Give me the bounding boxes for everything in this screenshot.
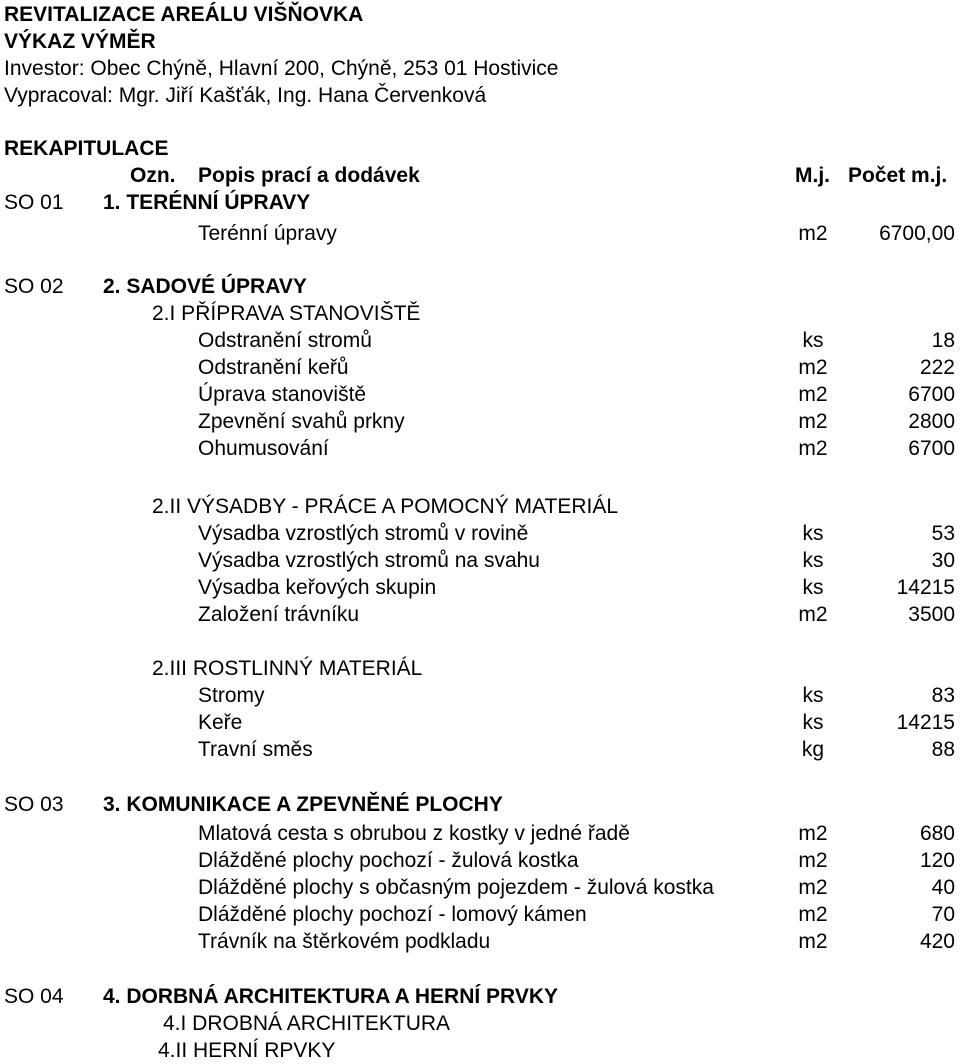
- item-description: Výsadba vzrostlých stromů na svahu: [198, 549, 540, 572]
- section-2-1-title: 2.I PŘÍPRAVA STANOVIŠTĚ: [152, 302, 421, 325]
- item-unit: ks: [802, 576, 824, 599]
- item-quantity: 14215: [896, 576, 955, 599]
- item-quantity: 18: [931, 329, 955, 352]
- item-unit: m2: [798, 903, 828, 926]
- item-description: Odstranění stromů: [198, 329, 372, 352]
- item-description: Stromy: [198, 684, 265, 707]
- item-unit: ks: [802, 684, 824, 707]
- column-header-unit: M.j.: [795, 164, 830, 187]
- investor-line: Investor: Obec Chýně, Hlavní 200, Chýně, 253 01 Hostivice: [4, 57, 559, 80]
- so03-title: 3. KOMUNIKACE A ZPEVNĚNÉ PLOCHY: [103, 793, 503, 816]
- item-quantity: 40: [931, 876, 955, 899]
- item-unit: m2: [798, 383, 828, 406]
- item-quantity: 70: [931, 903, 955, 926]
- so03-label: SO 03: [4, 793, 64, 816]
- item-quantity: 2800: [908, 410, 955, 433]
- item-description: Ohumusování: [198, 437, 329, 460]
- so04-label: SO 04: [4, 985, 64, 1008]
- item-unit: m2: [798, 603, 828, 626]
- item-description: Úprava stanoviště: [198, 383, 367, 406]
- item-unit: kg: [801, 738, 825, 761]
- item-description: Travní směs: [198, 738, 313, 761]
- column-header-code: Ozn.: [130, 164, 176, 187]
- item-quantity: 53: [931, 522, 955, 545]
- item-unit: m2: [798, 437, 828, 460]
- item-description: Trávník na štěrkovém podkladu: [198, 930, 491, 953]
- column-header-description: Popis prací a dodávek: [198, 164, 420, 187]
- item-description: Výsadba vzrostlých stromů v rovině: [198, 522, 529, 545]
- document-title: REVITALIZACE AREÁLU VIŠŇOVKA: [4, 3, 364, 26]
- item-description: Mlatová cesta s obrubou z kostky v jedné řadě: [198, 822, 630, 845]
- so02-title: 2. SADOVÉ ÚPRAVY: [103, 275, 307, 298]
- item-quantity: 14215: [896, 711, 955, 734]
- section-4-2-title: 4.II HERNÍ RPVKY: [158, 1039, 336, 1062]
- prepared-by-line: Vypracoval: Mgr. Jiří Kašťák, Ing. Hana Červenková: [4, 84, 487, 107]
- item-unit: ks: [802, 329, 824, 352]
- so04-title: 4. DORBNÁ ARCHITEKTURA A HERNÍ PRVKY: [103, 985, 559, 1008]
- item-quantity: 88: [931, 738, 955, 761]
- item-unit: m2: [798, 222, 828, 245]
- item-quantity: 6700: [908, 437, 955, 460]
- item-quantity: 83: [931, 684, 955, 707]
- item-unit: m2: [798, 849, 828, 872]
- section-2-3-title: 2.III ROSTLINNÝ MATERIÁL: [152, 657, 423, 680]
- recap-heading: REKAPITULACE: [4, 137, 169, 160]
- item-unit: ks: [802, 522, 824, 545]
- item-unit: ks: [802, 549, 824, 572]
- item-quantity: 680: [919, 822, 955, 845]
- item-description: Zpevnění svahů prkny: [198, 410, 405, 433]
- item-description: Odstranění keřů: [198, 356, 349, 379]
- document-subtitle: VÝKAZ VÝMĚR: [4, 30, 156, 53]
- item-quantity: 6700: [908, 383, 955, 406]
- item-description: Keře: [198, 711, 243, 734]
- section-4-1-title: 4.I DROBNÁ ARCHITEKTURA: [163, 1012, 451, 1035]
- item-unit: m2: [798, 356, 828, 379]
- item-quantity: 222: [919, 356, 955, 379]
- item-unit: m2: [798, 822, 828, 845]
- item-unit: ks: [802, 711, 824, 734]
- item-unit: m2: [798, 410, 828, 433]
- so01-label: SO 01: [4, 191, 64, 214]
- item-unit: m2: [798, 930, 828, 953]
- so01-title: 1. TERÉNNÍ ÚPRAVY: [103, 191, 311, 214]
- item-description: Výsadba keřových skupin: [198, 576, 437, 599]
- item-description: Dlážděné plochy pochozí - lomový kámen: [198, 903, 587, 926]
- item-description: Dlážděné plochy s občasným pojezdem - žulová kostka: [198, 876, 714, 899]
- item-quantity: 3500: [908, 603, 955, 626]
- section-2-2-title: 2.II VÝSADBY - PRÁCE A POMOCNÝ MATERIÁL: [152, 495, 619, 518]
- item-quantity: 30: [931, 549, 955, 572]
- item-quantity: 420: [919, 930, 955, 953]
- item-description: Založení trávníku: [198, 603, 360, 626]
- item-quantity: 6700,00: [879, 222, 955, 245]
- so02-label: SO 02: [4, 275, 64, 298]
- item-description: Terénní úpravy: [198, 222, 337, 245]
- item-description: Dlážděné plochy pochozí - žulová kostka: [198, 849, 579, 872]
- column-header-quantity: Počet m.j.: [848, 164, 948, 187]
- item-quantity: 120: [919, 849, 955, 872]
- item-unit: m2: [798, 876, 828, 899]
